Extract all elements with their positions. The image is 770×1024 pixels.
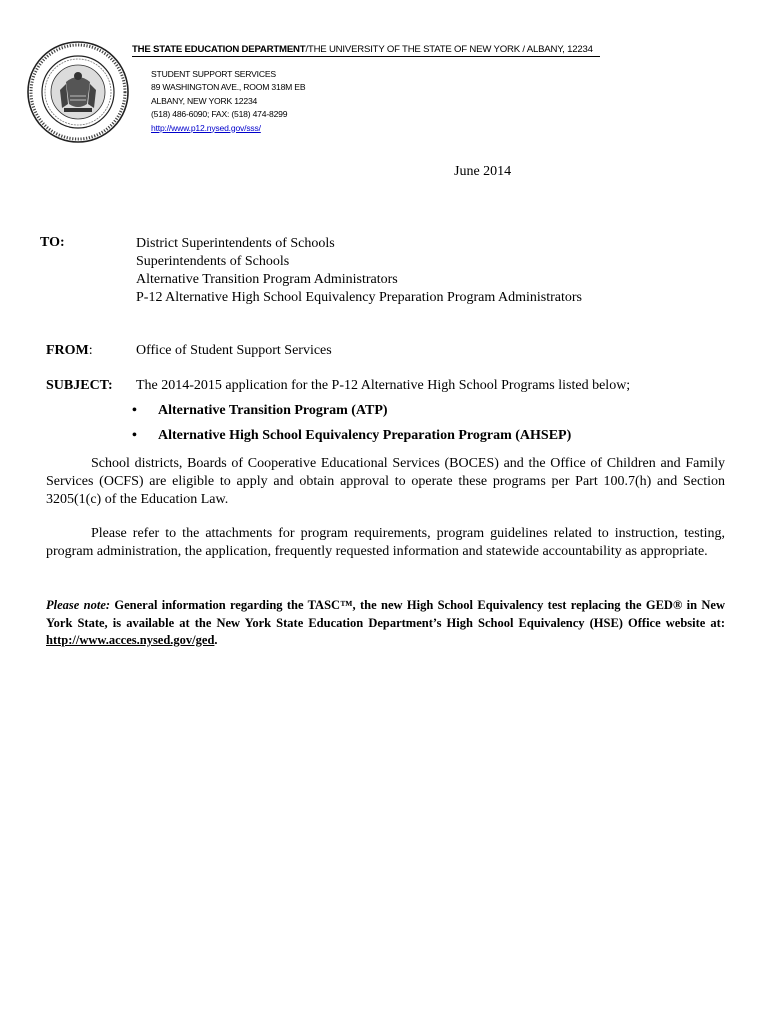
- program-name: Alternative Transition Program (ATP): [158, 403, 388, 418]
- from-label-text: FROM: [46, 343, 89, 358]
- department-header: [132, 44, 732, 55]
- subject-label: SUBJECT:: [46, 378, 113, 393]
- subject-value: The 2014-2015 application for the P-12 Alternative High School Programs listed below;: [136, 378, 631, 393]
- bullet-icon: •: [132, 428, 137, 443]
- from-label: [46, 343, 93, 359]
- program-list: [132, 403, 571, 453]
- program-name: Alternative High School Equivalency Preparation Program (AHSEP): [158, 428, 572, 443]
- to-recipients: [136, 235, 582, 307]
- ged-website-link[interactable]: http://www.acces.nysed.gov/ged: [46, 633, 215, 647]
- website-link[interactable]: http://www.p12.nysed.gov/sss/: [151, 122, 261, 133]
- from-colon: :: [88, 343, 93, 358]
- bullet-icon: •: [132, 403, 137, 418]
- department-name: THE STATE EDUCATION DEPARTMENT: [132, 44, 306, 55]
- list-item: [132, 403, 571, 428]
- list-item: [132, 428, 571, 453]
- note-label: Please note:: [46, 598, 111, 612]
- address-line: STUDENT SUPPORT SERVICES: [151, 69, 276, 79]
- address-line: (518) 486-6090; FAX: (518) 474-8299: [151, 109, 288, 120]
- state-seal-icon: [26, 40, 130, 144]
- header-rule: [132, 56, 600, 57]
- office-address: [151, 68, 305, 135]
- note-end: .: [214, 633, 218, 647]
- to-label: TO:: [40, 235, 65, 250]
- university-address: /THE UNIVERSITY OF THE STATE OF NEW YORK / ALBANY, 12234: [305, 44, 593, 55]
- memo-date: June 2014: [454, 164, 512, 179]
- from-value: Office of Student Support Services: [136, 343, 332, 358]
- recipient: District Superintendents of Schools: [136, 236, 335, 251]
- recipient: Superintendents of Schools: [136, 254, 290, 269]
- eligibility-paragraph: School districts, Boards of Cooperative Educational Services (BOCES) and the Office of Children and Family Services (OCFS) are eligible to apply and obtain approval to operate these programs per Part 100.7(h) and Section 3205(1(c) of the Education Law.: [46, 456, 725, 507]
- recipient: Alternative Transition Program Administrators: [136, 272, 398, 287]
- recipient: P-12 Alternative High School Equivalency Preparation Program Administrators: [136, 290, 582, 305]
- address-line: ALBANY, NEW YORK 12234: [151, 95, 258, 106]
- note-paragraph: [46, 597, 725, 650]
- address-line: 89 WASHINGTON AVE., ROOM 318M EB: [151, 82, 306, 93]
- note-text: General information regarding the TASC™, the new High School Equivalency test replacing the GED® in New York State, is available at the New York State Education Department’s High School Equivalency (HSE) Office website at:: [46, 598, 725, 630]
- attachments-paragraph: Please refer to the attachments for program requirements, program guidelines related to instruction, testing, program administration, the application, frequently requested information and statewide accountability as appropriate.: [46, 526, 725, 559]
